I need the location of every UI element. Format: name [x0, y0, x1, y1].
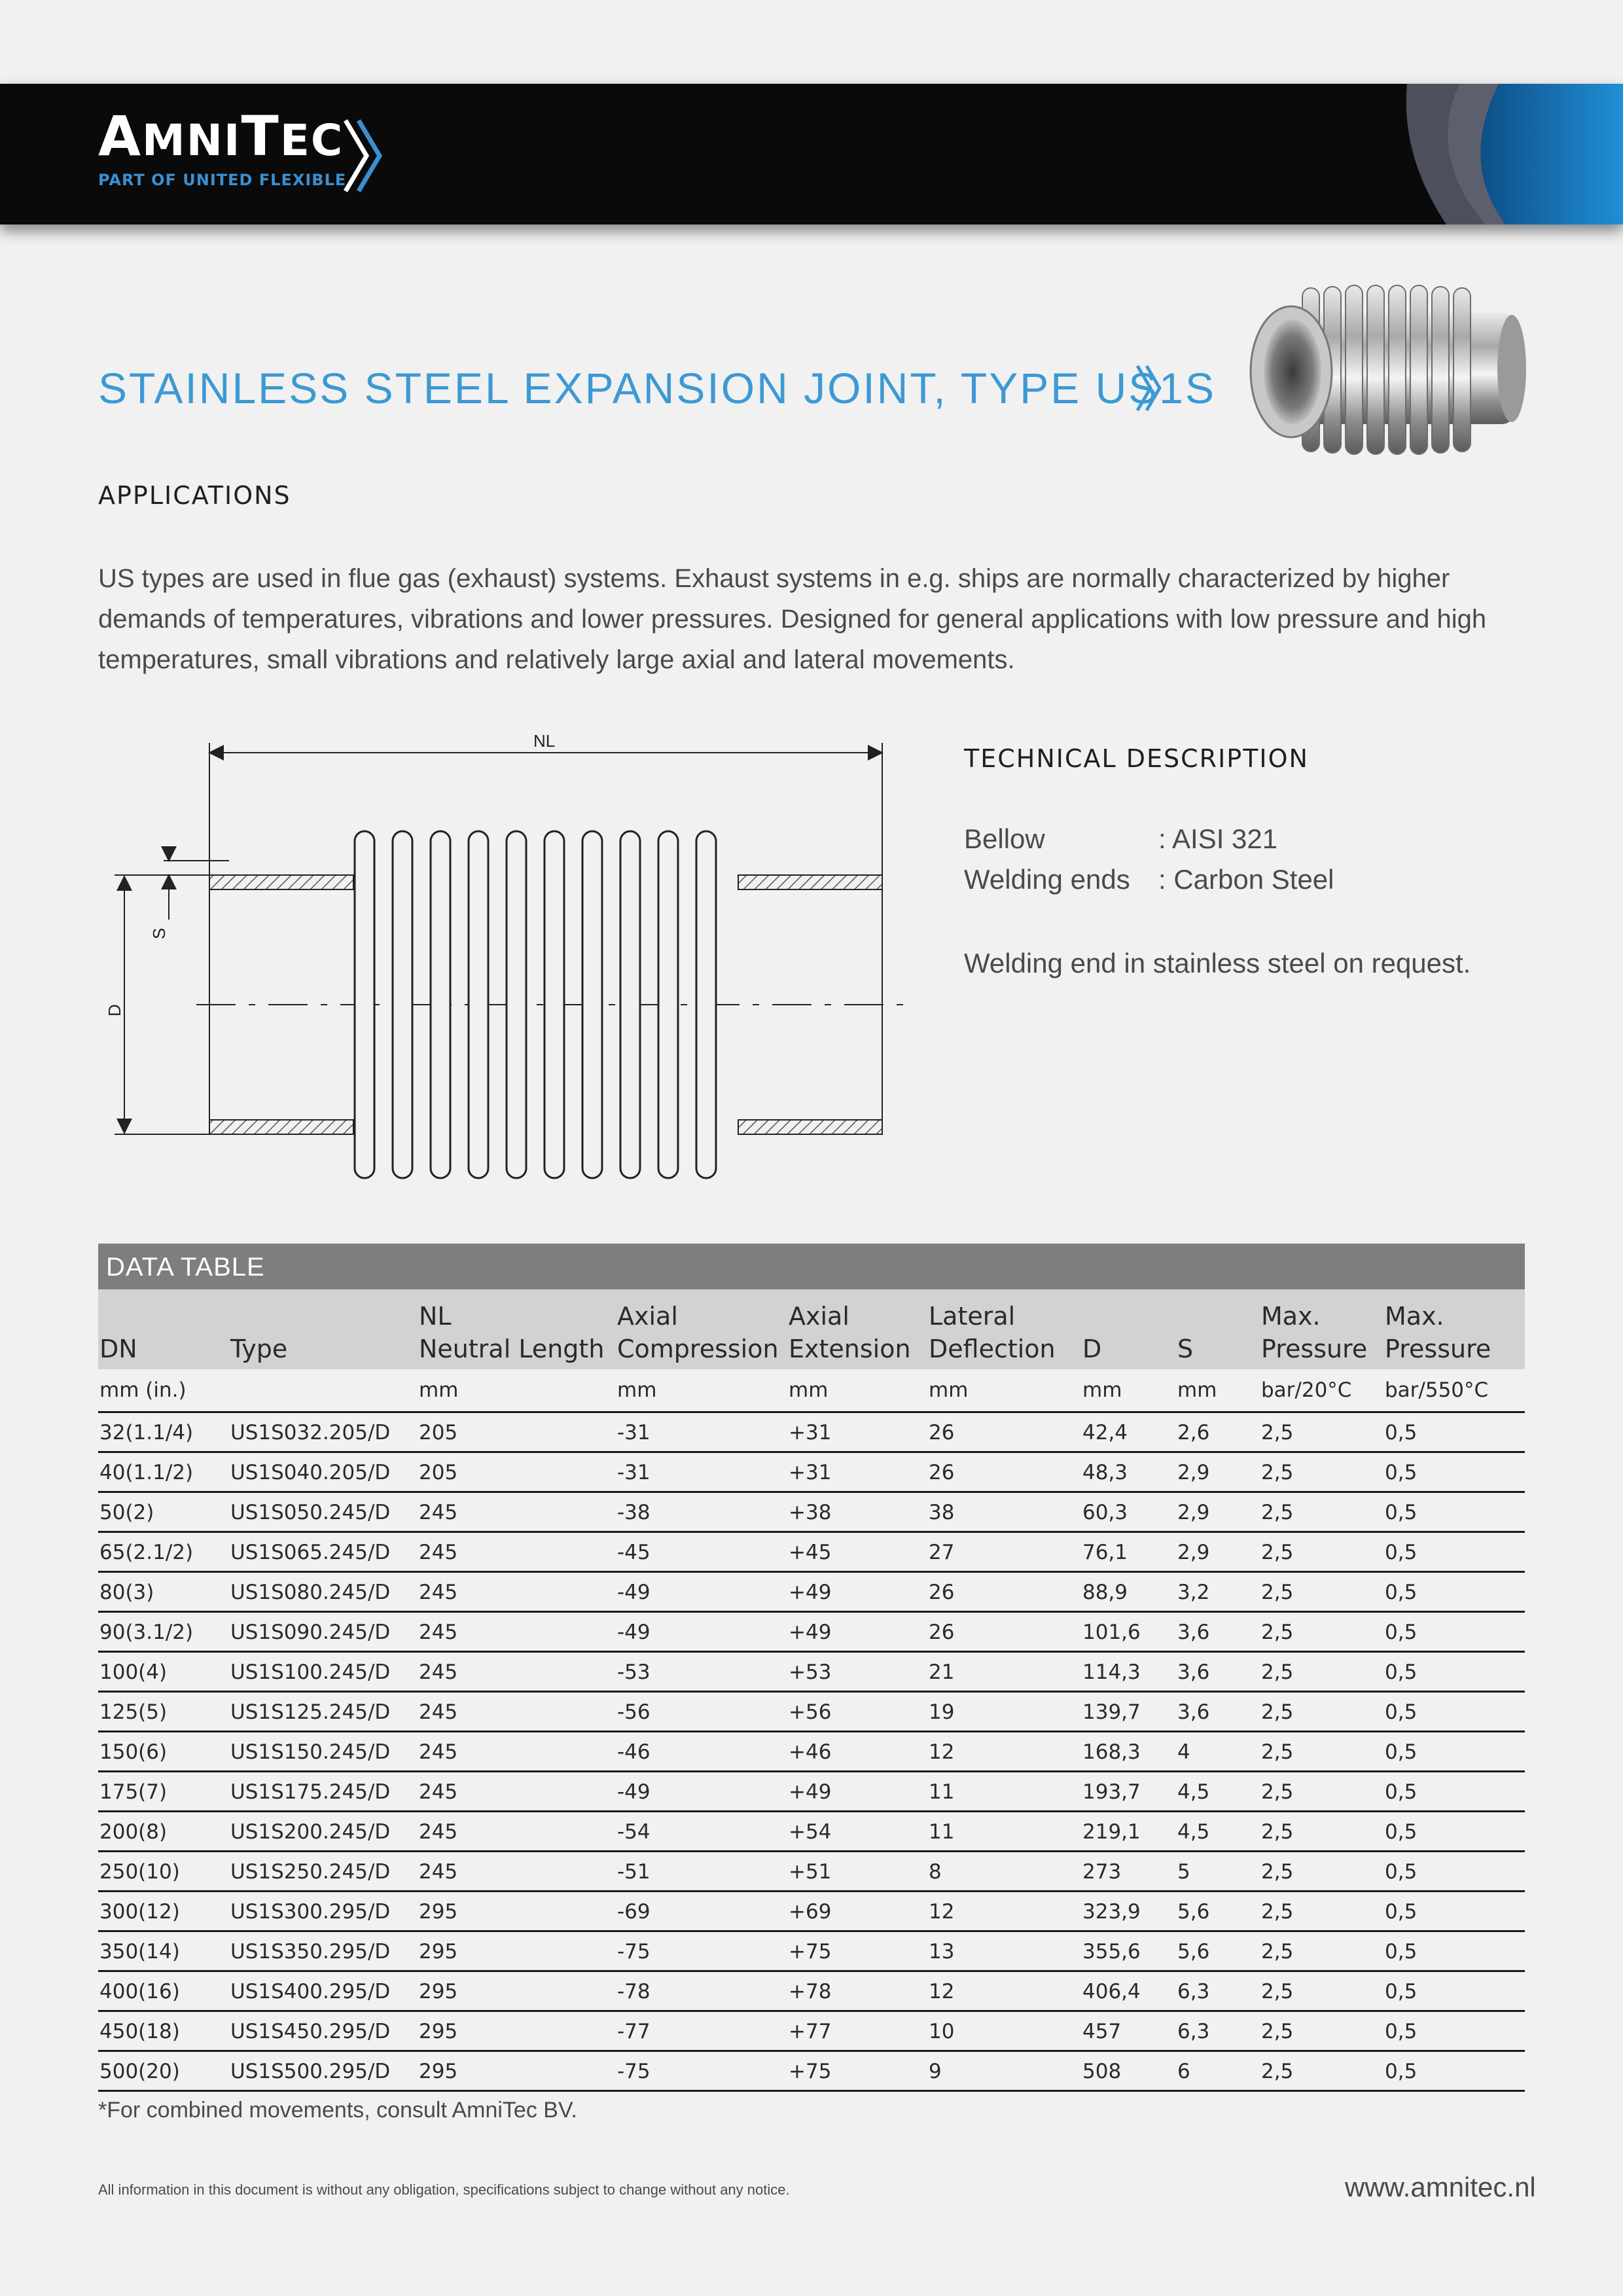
table-cell: 0,5	[1383, 1812, 1525, 1852]
table-cell: 8	[927, 1852, 1081, 1892]
header-decoration-graphic	[1329, 84, 1623, 224]
header-line-1	[1177, 1300, 1260, 1333]
unit-cell: mm	[927, 1369, 1081, 1412]
applications-text: US types are used in flue gas (exhaust) systems. Exhaust systems in e.g. ships are normally characterized by higher demands of temperatures, vibrations and lower pressures. Designed for general applications with low pressure and high temperatures, small vibrations and relatively large axial and lateral movements.	[98, 564, 1487, 674]
table-cell: 457	[1081, 2011, 1176, 2051]
table-cell: +31	[787, 1452, 927, 1492]
table-cell: 0,5	[1383, 2051, 1525, 2091]
table-cell: 205	[418, 1452, 616, 1492]
table-cell: 245	[418, 1652, 616, 1692]
table-cell: US1S040.205/D	[229, 1452, 418, 1492]
header-line-1	[230, 1300, 418, 1333]
page-title: STAINLESS STEEL EXPANSION JOINT, TYPE US1S	[98, 364, 1217, 412]
logo-chevron-icon	[340, 117, 386, 195]
table-row	[98, 1971, 1525, 2011]
table-cell: -78	[616, 1971, 787, 2011]
table-row	[98, 1572, 1525, 1612]
table-cell: 2,5	[1260, 1812, 1383, 1852]
table-cell: 90(3.1/2)	[98, 1612, 229, 1652]
table-cell: 12	[927, 1892, 1081, 1931]
table-cell: 11	[927, 1812, 1081, 1852]
table-header-cell	[1260, 1289, 1383, 1369]
tech-welding-ends-value: : Carbon Steel	[1158, 864, 1334, 895]
table-cell: US1S150.245/D	[229, 1732, 418, 1772]
table-cell: US1S175.245/D	[229, 1772, 418, 1812]
tech-bellow-value: : AISI 321	[1158, 823, 1278, 854]
table-cell: 26	[927, 1412, 1081, 1452]
d-dimension-label: D	[105, 1004, 124, 1016]
unit-cell	[229, 1369, 418, 1412]
unit-cell: bar/550°C	[1383, 1369, 1525, 1412]
table-cell: 168,3	[1081, 1732, 1176, 1772]
header-line-2: Deflection	[929, 1335, 1056, 1363]
table-row	[98, 1772, 1525, 1812]
unit-cell: mm	[1176, 1369, 1260, 1412]
table-cell: -56	[616, 1692, 787, 1732]
header-band	[0, 84, 1623, 224]
table-cell: 3,6	[1176, 1692, 1260, 1732]
table-cell: 139,7	[1081, 1692, 1176, 1732]
table-cell: 5	[1176, 1852, 1260, 1892]
table-cell: 273	[1081, 1852, 1176, 1892]
table-cell: 0,5	[1383, 1652, 1525, 1692]
table-cell: US1S065.245/D	[229, 1532, 418, 1572]
unit-cell: mm	[787, 1369, 927, 1412]
table-cell: 500(20)	[98, 2051, 229, 2091]
logo-wordmark: AMNITEC	[98, 104, 344, 168]
table-cell: -45	[616, 1532, 787, 1572]
s-dimension-label: S	[149, 927, 169, 939]
table-cell: +51	[787, 1852, 927, 1892]
table-cell: 125(5)	[98, 1692, 229, 1732]
table-cell: 76,1	[1081, 1532, 1176, 1572]
tech-bellow-label: Bellow	[964, 823, 1045, 854]
table-cell: +69	[787, 1892, 927, 1931]
table-cell: 5,6	[1176, 1931, 1260, 1971]
table-cell: 0,5	[1383, 1532, 1525, 1572]
table-cell: 2,9	[1176, 1532, 1260, 1572]
table-cell: 4,5	[1176, 1772, 1260, 1812]
table-cell: 38	[927, 1492, 1081, 1532]
table-cell: 295	[418, 2011, 616, 2051]
table-cell: 5,6	[1176, 1892, 1260, 1931]
tech-note: Welding end in stainless steel on request.	[964, 948, 1471, 978]
table-cell: 2,5	[1260, 1612, 1383, 1652]
table-header-cell	[1081, 1289, 1176, 1369]
title-chevron-icon	[1133, 362, 1166, 414]
table-row	[98, 1852, 1525, 1892]
table-cell: 355,6	[1081, 1931, 1176, 1971]
table-cell: +38	[787, 1492, 927, 1532]
table-cell: 60,3	[1081, 1492, 1176, 1532]
table-cell: 406,4	[1081, 1971, 1176, 2011]
table-cell: -75	[616, 2051, 787, 2091]
table-row	[98, 2051, 1525, 2091]
table-cell: 12	[927, 1732, 1081, 1772]
table-cell: 295	[418, 1892, 616, 1931]
table-cell: US1S250.245/D	[229, 1852, 418, 1892]
table-cell: 2,5	[1260, 1532, 1383, 1572]
nl-dimension-label: NL	[533, 731, 556, 751]
table-cell: 2,5	[1260, 1931, 1383, 1971]
table-cell: 508	[1081, 2051, 1176, 2091]
unit-cell: mm	[616, 1369, 787, 1412]
header-line-1: Max.	[1385, 1302, 1444, 1331]
table-cell: +49	[787, 1612, 927, 1652]
table-cell: -69	[616, 1892, 787, 1931]
table-cell: 0,5	[1383, 1492, 1525, 1532]
unit-cell: mm	[1081, 1369, 1176, 1412]
header-line-1: Lateral	[929, 1302, 1016, 1331]
table-header-cell	[229, 1289, 418, 1369]
table-cell: 295	[418, 1971, 616, 2011]
table-cell: US1S500.295/D	[229, 2051, 418, 2091]
table-cell: -49	[616, 1772, 787, 1812]
header-line-1: NL	[419, 1302, 452, 1331]
table-header-row	[98, 1289, 1525, 1369]
table-cell: 101,6	[1081, 1612, 1176, 1652]
technical-drawing	[98, 723, 923, 1188]
table-cell: 300(12)	[98, 1892, 229, 1931]
table-cell: 323,9	[1081, 1892, 1176, 1931]
table-cell: 2,5	[1260, 1852, 1383, 1892]
header-line-1: Max.	[1261, 1302, 1321, 1331]
table-cell: 245	[418, 1692, 616, 1732]
table-cell: US1S090.245/D	[229, 1612, 418, 1652]
table-cell: 2,5	[1260, 2011, 1383, 2051]
table-header-cell	[1176, 1289, 1260, 1369]
table-cell: 0,5	[1383, 1971, 1525, 2011]
table-header-cell	[787, 1289, 927, 1369]
table-cell: +56	[787, 1692, 927, 1732]
table-cell: 2,9	[1176, 1492, 1260, 1532]
table-cell: 3,6	[1176, 1652, 1260, 1692]
table-cell: +45	[787, 1532, 927, 1572]
table-cell: 2,5	[1260, 1652, 1383, 1692]
data-table-grid	[98, 1289, 1525, 2092]
table-cell: 40(1.1/2)	[98, 1452, 229, 1492]
table-row	[98, 1892, 1525, 1931]
table-cell: 245	[418, 1612, 616, 1652]
header-line-1	[99, 1300, 229, 1333]
table-cell: US1S125.245/D	[229, 1692, 418, 1732]
table-cell: 0,5	[1383, 1612, 1525, 1652]
table-cell: -46	[616, 1732, 787, 1772]
table-cell: 295	[418, 2051, 616, 2091]
table-cell: 0,5	[1383, 1852, 1525, 1892]
table-cell: 3,2	[1176, 1572, 1260, 1612]
table-cell: +46	[787, 1732, 927, 1772]
table-header-cell	[98, 1289, 229, 1369]
table-cell: -49	[616, 1612, 787, 1652]
table-cell: 19	[927, 1692, 1081, 1732]
table-cell: 88,9	[1081, 1572, 1176, 1612]
table-row	[98, 2011, 1525, 2051]
header-line-1	[1082, 1300, 1176, 1333]
table-cell: 9	[927, 2051, 1081, 2091]
table-header-cell	[927, 1289, 1081, 1369]
table-cell: 0,5	[1383, 2011, 1525, 2051]
table-cell: +77	[787, 2011, 927, 2051]
table-cell: +49	[787, 1772, 927, 1812]
table-cell: 6,3	[1176, 1971, 1260, 2011]
table-cell: 245	[418, 1772, 616, 1812]
header-line-2: Neutral Length	[419, 1335, 605, 1363]
table-cell: 245	[418, 1812, 616, 1852]
disclaimer: All information in this document is without any obligation, specifications subject to change without any notice.	[98, 2181, 790, 2198]
table-cell: 2,5	[1260, 1772, 1383, 1812]
table-cell: 65(2.1/2)	[98, 1532, 229, 1572]
table-cell: 200(8)	[98, 1812, 229, 1852]
footnote: *For combined movements, consult AmniTec BV.	[98, 2098, 577, 2123]
header-line-2: D	[1082, 1335, 1102, 1363]
table-cell: 2,5	[1260, 1492, 1383, 1532]
table-cell: US1S300.295/D	[229, 1892, 418, 1931]
table-cell: 0,5	[1383, 1931, 1525, 1971]
table-cell: 50(2)	[98, 1492, 229, 1532]
table-cell: 11	[927, 1772, 1081, 1812]
data-table	[98, 1244, 1525, 2092]
table-cell: +49	[787, 1572, 927, 1612]
table-cell: US1S200.245/D	[229, 1812, 418, 1852]
table-cell: 4	[1176, 1732, 1260, 1772]
table-cell: 4,5	[1176, 1812, 1260, 1852]
table-cell: 245	[418, 1492, 616, 1532]
table-cell: 2,5	[1260, 1412, 1383, 1452]
table-cell: -53	[616, 1652, 787, 1692]
table-cell: US1S080.245/D	[229, 1572, 418, 1612]
table-cell: US1S032.205/D	[229, 1412, 418, 1452]
header-line-2: DN	[99, 1335, 137, 1363]
table-cell: 12	[927, 1971, 1081, 2011]
table-cell: 350(14)	[98, 1931, 229, 1971]
table-cell: 0,5	[1383, 1452, 1525, 1492]
table-cell: 2,9	[1176, 1452, 1260, 1492]
logo-tagline: PART OF UNITED FLEXIBLE	[98, 171, 347, 189]
table-cell: 205	[418, 1412, 616, 1452]
header-line-2: Type	[230, 1335, 288, 1363]
table-row	[98, 1692, 1525, 1732]
table-cell: 245	[418, 1852, 616, 1892]
table-cell: 245	[418, 1732, 616, 1772]
applications-heading: APPLICATIONS	[98, 481, 291, 510]
table-cell: 245	[418, 1572, 616, 1612]
table-row	[98, 1652, 1525, 1692]
table-row	[98, 1492, 1525, 1532]
table-cell: 2,5	[1260, 1452, 1383, 1492]
table-cell: 0,5	[1383, 1892, 1525, 1931]
table-cell: -54	[616, 1812, 787, 1852]
table-row	[98, 1812, 1525, 1852]
table-row	[98, 1732, 1525, 1772]
table-cell: -77	[616, 2011, 787, 2051]
table-cell: +78	[787, 1971, 927, 2011]
table-cell: -31	[616, 1412, 787, 1452]
table-row	[98, 1452, 1525, 1492]
table-cell: 250(10)	[98, 1852, 229, 1892]
table-cell: US1S400.295/D	[229, 1971, 418, 2011]
table-cell: 10	[927, 2011, 1081, 2051]
header-line-2: Compression	[617, 1335, 779, 1363]
table-units-row	[98, 1369, 1525, 1412]
header-line-2: Extension	[789, 1335, 911, 1363]
header-line-1: Axial	[789, 1302, 849, 1331]
table-cell: +53	[787, 1652, 927, 1692]
table-cell: 295	[418, 1931, 616, 1971]
table-cell: +31	[787, 1412, 927, 1452]
table-cell: 0,5	[1383, 1732, 1525, 1772]
table-cell: 80(3)	[98, 1572, 229, 1612]
table-cell: +54	[787, 1812, 927, 1852]
header-line-2: S	[1177, 1335, 1194, 1363]
table-cell: 2,5	[1260, 1892, 1383, 1931]
data-table-title: DATA TABLE	[98, 1244, 1525, 1289]
table-header-cell	[616, 1289, 787, 1369]
table-cell: 0,5	[1383, 1692, 1525, 1732]
table-cell: 0,5	[1383, 1412, 1525, 1452]
table-cell: 114,3	[1081, 1652, 1176, 1692]
table-header-cell	[1383, 1289, 1525, 1369]
unit-cell: bar/20°C	[1260, 1369, 1383, 1412]
table-cell: 2,5	[1260, 1692, 1383, 1732]
header-line-2: Pressure	[1385, 1335, 1491, 1363]
table-cell: 193,7	[1081, 1772, 1176, 1812]
table-cell: 100(4)	[98, 1652, 229, 1692]
table-cell: 42,4	[1081, 1412, 1176, 1452]
table-cell: 2,6	[1176, 1412, 1260, 1452]
table-cell: -51	[616, 1852, 787, 1892]
table-cell: +75	[787, 2051, 927, 2091]
table-cell: 0,5	[1383, 1772, 1525, 1812]
table-cell: 2,5	[1260, 1572, 1383, 1612]
table-cell: -38	[616, 1492, 787, 1532]
unit-cell: mm	[418, 1369, 616, 1412]
table-cell: 0,5	[1383, 1572, 1525, 1612]
table-cell: US1S050.245/D	[229, 1492, 418, 1532]
table-cell: 175(7)	[98, 1772, 229, 1812]
table-row	[98, 1532, 1525, 1572]
table-cell: 26	[927, 1612, 1081, 1652]
table-cell: -31	[616, 1452, 787, 1492]
table-cell: 245	[418, 1532, 616, 1572]
table-row	[98, 1412, 1525, 1452]
table-cell: US1S100.245/D	[229, 1652, 418, 1692]
table-cell: 2,5	[1260, 2051, 1383, 2091]
table-cell: 6	[1176, 2051, 1260, 2091]
header-line-1: Axial	[617, 1302, 678, 1331]
table-cell: 2,5	[1260, 1732, 1383, 1772]
table-cell: US1S450.295/D	[229, 2011, 418, 2051]
table-cell: 3,6	[1176, 1612, 1260, 1652]
table-cell: -49	[616, 1572, 787, 1612]
table-cell: 27	[927, 1532, 1081, 1572]
table-row	[98, 1931, 1525, 1971]
table-cell: +75	[787, 1931, 927, 1971]
product-photo	[1240, 274, 1528, 476]
table-cell: 26	[927, 1572, 1081, 1612]
table-cell: 450(18)	[98, 2011, 229, 2051]
table-cell: 150(6)	[98, 1732, 229, 1772]
table-cell: 32(1.1/4)	[98, 1412, 229, 1452]
table-cell: 400(16)	[98, 1971, 229, 2011]
table-cell: US1S350.295/D	[229, 1931, 418, 1971]
table-cell: 219,1	[1081, 1812, 1176, 1852]
header-line-2: Pressure	[1261, 1335, 1368, 1363]
technical-description-heading: TECHNICAL DESCRIPTION	[964, 744, 1309, 773]
table-cell: 21	[927, 1652, 1081, 1692]
table-cell: 48,3	[1081, 1452, 1176, 1492]
table-cell: -75	[616, 1931, 787, 1971]
table-header-cell	[418, 1289, 616, 1369]
table-cell: 13	[927, 1931, 1081, 1971]
table-row	[98, 1612, 1525, 1652]
website-link[interactable]: www.amnitec.nl	[1345, 2172, 1536, 2202]
table-cell: 2,5	[1260, 1971, 1383, 2011]
table-cell: 6,3	[1176, 2011, 1260, 2051]
unit-cell: mm (in.)	[98, 1369, 229, 1412]
table-cell: 26	[927, 1452, 1081, 1492]
tech-welding-ends-label: Welding ends	[964, 864, 1130, 895]
